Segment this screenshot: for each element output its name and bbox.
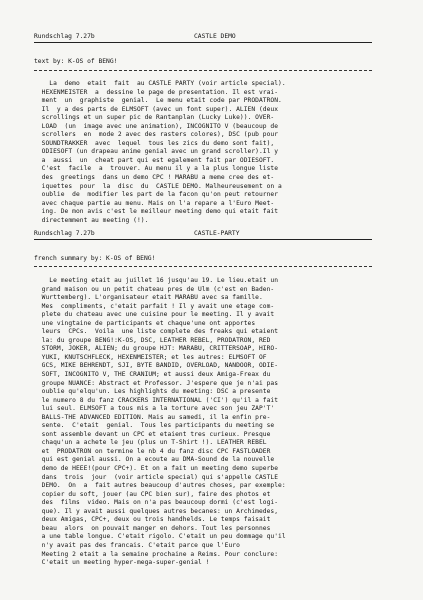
section1-byline: text by: K-OS of BENG! bbox=[34, 58, 118, 65]
text-line: une vingtaine de participants et chaque'une ont apportes bbox=[34, 319, 256, 327]
section2-rule bbox=[34, 266, 372, 267]
text-line: ODIESOFT (un drapeau anime genial avec un grand scroller).Il y bbox=[34, 148, 279, 156]
text-line: iquettes pour la disc du CASTLE DEMO. Malheureusement on a bbox=[34, 182, 282, 190]
text-line: avec chaque partie au menu. Mais on l'a repare a l'Euro Meet- bbox=[34, 199, 275, 207]
section1-header-title: CASTLE DEMO bbox=[194, 33, 236, 40]
text-line: oublie qu'elqu'un. Les highlights du meeting: DSC a presente bbox=[34, 388, 271, 396]
text-line: sont assemble devant un CPC et etaient tres curieux. Presque bbox=[34, 430, 271, 438]
text-line: scrollings et un super pic de Rantanplan (Lucky Luke)). OVER- bbox=[34, 114, 275, 122]
text-line: n'y avait pas des francais. C'etait parce que l'Euro bbox=[34, 541, 240, 549]
text-line: lui seul. ELMSOFT a tous mis a la torture avec son jeu ZAP'T' bbox=[34, 405, 275, 413]
text-line: C'est facile a trouver. Au menu il y a la plus longue liste bbox=[34, 165, 279, 173]
text-line: a une table longue. C'etait rigolo. C'etait un peu dommage qu'il bbox=[34, 533, 286, 541]
text-line: Wurttemberg). L'organisateur etait MARABU avec sa famille. bbox=[34, 294, 263, 302]
section2-header-left: Rundschlag 7.27b bbox=[34, 230, 95, 237]
text-line: HEXENMEISTER a dessine le page de presentation. Il est vrai- bbox=[34, 88, 279, 96]
text-line: chaqu'un a achete le jeu (plus un T-Shirt !). LEATHER REBEL bbox=[34, 439, 267, 447]
text-line: demo de HEEE!(pour CPC+). Et on a fait un meeting demo superbe bbox=[34, 465, 279, 473]
text-line: Il y a des parts de ELMSOFT (avec un font super). ALIEN (deux bbox=[34, 105, 279, 113]
text-line: leurs CPCs. Voila une liste complete des freaks qui etaient bbox=[34, 328, 279, 336]
text-line: la: du groupe BENG!:K-OS, DSC, LEATHER REBEL, PRODATRON, RED bbox=[34, 336, 271, 344]
text-line: Mes compliments, c'etait parfait ! Il y avait une etage com- bbox=[34, 302, 275, 310]
text-line: Meeting 2 etait a la semaine prochaine a Reims. Pour conclure: bbox=[34, 550, 279, 558]
text-line: plete du chateau avec une cuisine pour le meeting. Il y avait bbox=[34, 311, 275, 319]
text-line: BALLS-THE ADVANCED EDITION. Mais au samedi, il la enfin pre- bbox=[34, 413, 271, 421]
section1-header bbox=[34, 33, 372, 43]
text-line: oublie de modifier les part de la facon qu'on peut retourner bbox=[34, 191, 279, 199]
text-line: a aussi un cheat part qui est egalement fait par ODIESOFT. bbox=[34, 156, 275, 164]
text-line: grand maison ou un petit chateau pres de Ulm (c'est en Baden- bbox=[34, 285, 275, 293]
text-line: C'etait un meeting hyper-mega-super-genial ! bbox=[34, 559, 210, 567]
text-line: DEMO. On a fait autres beaucoup d'autres choses, par exemple: bbox=[34, 482, 286, 490]
text-line: que). Il y avait aussi quelques autres becanes: un Archimedes, bbox=[34, 507, 279, 515]
text-line: LOAD (un image avec une animation), INCOGNITO V (beaucoup de bbox=[34, 122, 279, 130]
section2-header bbox=[34, 230, 372, 240]
text-line: directemment au meeting (!). bbox=[34, 216, 149, 224]
text-line: des greetings dans un demo CPC ! MARABU a meme cree des et- bbox=[34, 174, 275, 182]
section1-body bbox=[34, 80, 372, 225]
section2-byline: french summary by: K-OS of BENG! bbox=[34, 255, 156, 262]
text-line: La demo etait fait au CASTLE PARTY (voir article special). bbox=[34, 80, 286, 87]
text-line: STORM, JOKER, ALIEN; du groupe HJT: MARABU, CRITTERSOAP, HIRO- bbox=[34, 345, 279, 353]
text-line: ment un graphiste genial. Le menu etait code par PRODATRON. bbox=[34, 97, 282, 105]
text-line: Le meeting etait au juillet 16 jusqu'au 19. Le lieu.etait un bbox=[34, 277, 279, 284]
text-line: groupe NUANCE: Abstract et Professor. J'espere que je n'ai pas bbox=[34, 379, 279, 387]
text-line: deux Amigas, CPC+, deux ou trois handhelds. Le temps faisait bbox=[34, 516, 271, 524]
text-line: copier du soft, jouer (au CPC bien sur), faire des photos et bbox=[34, 490, 271, 498]
text-line: SOUNDTRAKKER avec lequel tous les zics du demo sont fait), bbox=[34, 139, 275, 147]
text-line: YUKI, KNUTSCHFLECK, HEXENMEISTER; et les autres: ELMSOFT OF bbox=[34, 353, 267, 361]
text-line: qui est genial aussi. On a ecoute au DMA-Sound de la nouvelle bbox=[34, 456, 275, 464]
text-line: beau alors on pouvait manger en dehors. Tout les personnes bbox=[34, 524, 271, 532]
section2-body bbox=[34, 277, 372, 568]
text-line: scrollers en mode 2 avec des rasters colores), DSC (pub pour bbox=[34, 131, 279, 139]
text-line: GCS, MIKE BEHRENDT, SJI, BYTE BANDID, OVERLOAD, NANDOOR, ODIE- bbox=[34, 362, 279, 370]
text-line: le numero 8 du fanz CRACKERS INTERNATIONAL ('CI') qu'il a fait bbox=[34, 396, 279, 404]
text-line: SOFT, INCOGNITO V, THE CRANIUM; et aussi deux Amiga-Freax du bbox=[34, 371, 271, 379]
section2-header-title: CASTLE-PARTY bbox=[194, 230, 240, 237]
text-line: et PRODATRON on termine le nb 4 du fanz disc CPC FASTLOADER bbox=[34, 447, 271, 455]
text-line: dans trois jour (voir article special) qui s'appelle CASTLE bbox=[34, 473, 279, 481]
text-line: ing. De mon avis c'est le meilleur meeting demo qui etait fait bbox=[34, 208, 279, 216]
section1-header-left: Rundschlag 7.27b bbox=[34, 33, 95, 40]
text-line: des films video. Mais on n'a pas beaucoup dormi (c'est logi- bbox=[34, 499, 279, 507]
section1-rule bbox=[34, 70, 372, 71]
text-line: sente. C'etait genial. Tous les participants du meeting se bbox=[34, 422, 275, 430]
